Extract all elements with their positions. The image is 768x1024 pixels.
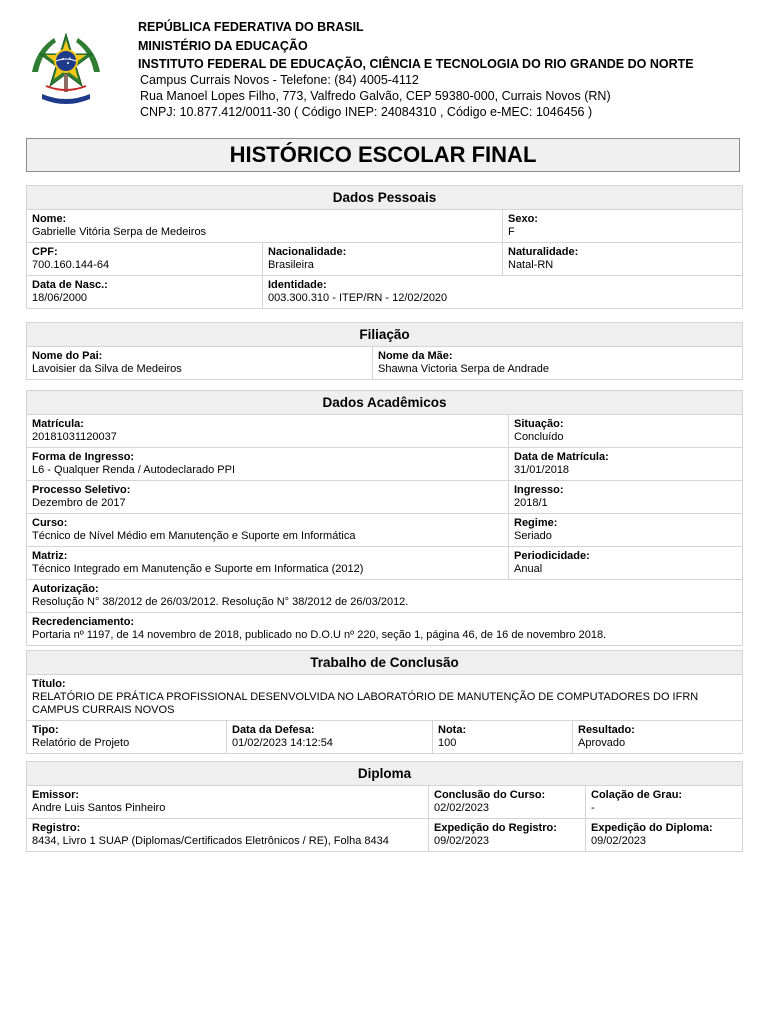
field-value: 8434, Livro 1 SUAP (Diplomas/Certificados Eletrônicos / RE), Folha 8434: [32, 835, 389, 847]
field-nationality: [263, 243, 503, 276]
field-label: Autorização:: [32, 583, 99, 595]
field-value: Lavoisier da Silva de Medeiros: [32, 363, 182, 375]
field-value: 003.300.310 - ITEP/RN - 12/02/2020: [268, 292, 448, 304]
field-birthplace: [503, 243, 743, 276]
field-label: Nacionalidade:: [268, 246, 347, 258]
section-heading: Filiação: [27, 323, 743, 347]
field-label: Periodicidade:: [514, 550, 590, 562]
field-value: Portaria nº 1197, de 14 novembro de 2018, publicado no D.O.U nº 220, seção 1, página 46, de 16 de novembro 2018.: [32, 629, 607, 641]
document-title-box: [26, 138, 740, 172]
field-result: [573, 721, 743, 754]
section-academic-data: [26, 390, 743, 646]
field-label: Nome:: [32, 213, 67, 225]
field-value: Técnico de Nível Médio em Manutenção e Suporte em Informática: [32, 530, 356, 542]
field-label: Resultado:: [578, 724, 635, 736]
field-value: Técnico Integrado em Manutenção e Suporte em Informatica (2012): [32, 563, 364, 575]
field-value: Anual: [514, 563, 543, 575]
field-label: Data da Defesa:: [232, 724, 315, 736]
header-address: Rua Manoel Lopes Filho, 773, Valfredo Galvão, CEP 59380-000, Currais Novos (RN): [140, 89, 611, 103]
field-authorization: [27, 580, 743, 613]
field-value: Dezembro de 2017: [32, 497, 126, 509]
field-value: Seriado: [514, 530, 552, 542]
field-birth-date: [27, 276, 263, 309]
header-campus-phone: Campus Currais Novos - Telefone: (84) 4005-4112: [140, 73, 419, 87]
field-label: Matrícula:: [32, 418, 84, 430]
field-value: 18/06/2000: [32, 292, 88, 304]
field-issuer: [27, 786, 429, 819]
field-value: 31/01/2018: [514, 464, 570, 476]
section-diploma: [26, 761, 743, 852]
field-diploma-issue-date: [586, 819, 743, 852]
field-label: Expedição do Diploma:: [591, 822, 713, 834]
document-header: [0, 0, 768, 130]
field-value: 02/02/2023: [434, 802, 490, 814]
field-father-name: [27, 347, 373, 380]
field-status: [509, 415, 743, 448]
field-selection-process: [27, 481, 509, 514]
field-label: Identidade:: [268, 279, 327, 291]
field-label: Emissor:: [32, 789, 80, 801]
header-institute: INSTITUTO FEDERAL DE EDUCAÇÃO, CIÊNCIA E TECNOLOGIA DO RIO GRANDE DO NORTE: [138, 57, 694, 71]
field-label: Data de Matrícula:: [514, 451, 609, 463]
field-enrollment-date: [509, 448, 743, 481]
field-label: Colação de Grau:: [591, 789, 683, 801]
section-personal-data: [26, 185, 743, 309]
field-value: Aprovado: [578, 737, 626, 749]
field-mother-name: [373, 347, 743, 380]
field-registration-issue-date: [429, 819, 586, 852]
field-defense-date: [227, 721, 433, 754]
section-heading: Dados Pessoais: [27, 186, 743, 210]
field-label: Data de Nasc.:: [32, 279, 108, 291]
field-cpf: [27, 243, 263, 276]
field-value: Concluído: [514, 431, 564, 443]
field-label: Recredenciamento:: [32, 616, 135, 628]
field-admission: [509, 481, 743, 514]
field-graduation-ceremony: [586, 786, 743, 819]
field-label: Sexo:: [508, 213, 538, 225]
field-label: Nome do Pai:: [32, 350, 103, 362]
section-heading: Diploma: [27, 762, 743, 786]
field-value: 2018/1: [514, 497, 548, 509]
field-reaccreditation: [27, 613, 743, 646]
field-value: 20181031120037: [32, 431, 117, 443]
field-value: Natal-RN: [508, 259, 554, 271]
field-grade: [433, 721, 573, 754]
field-label: Título:: [32, 678, 66, 690]
field-label: Expedição do Registro:: [434, 822, 557, 834]
field-regime: [509, 514, 743, 547]
field-label: Curso:: [32, 517, 68, 529]
field-periodicity: [509, 547, 743, 580]
header-cnpj: CNPJ: 10.877.412/0011-30 ( Código INEP: 24084310 , Código e-MEC: 1046456 ): [140, 105, 593, 119]
field-label: Matriz:: [32, 550, 68, 562]
field-label: Registro:: [32, 822, 81, 834]
field-course-completion: [429, 786, 586, 819]
field-label: Tipo:: [32, 724, 59, 736]
field-value: 01/02/2023 14:12:54: [232, 737, 333, 749]
field-label: Situação:: [514, 418, 564, 430]
field-value: F: [508, 226, 515, 238]
field-label: Forma de Ingresso:: [32, 451, 135, 463]
field-value: 100: [438, 737, 457, 749]
field-label: Nome da Mãe:: [378, 350, 453, 362]
section-heading: Dados Acadêmicos: [27, 391, 743, 415]
section-filiation: [26, 322, 743, 380]
field-value: 09/02/2023: [434, 835, 490, 847]
field-project-type: [27, 721, 227, 754]
field-label: Conclusão do Curso:: [434, 789, 546, 801]
field-value: Brasileira: [268, 259, 314, 271]
section-heading: Trabalho de Conclusão: [27, 651, 743, 675]
section-final-project: [26, 650, 743, 754]
field-label: Processo Seletivo:: [32, 484, 131, 496]
field-value: 09/02/2023: [591, 835, 647, 847]
field-value: Relatório de Projeto: [32, 737, 130, 749]
field-value: Shawna Victoria Serpa de Andrade: [378, 363, 550, 375]
brazil-coat-of-arms-icon: [26, 28, 106, 108]
field-value: L6 - Qualquer Renda / Autodeclarado PPI: [32, 464, 236, 476]
document-title: HISTÓRICO ESCOLAR FINAL: [229, 142, 537, 167]
field-label: Naturalidade:: [508, 246, 579, 258]
field-identity: [263, 276, 743, 309]
field-project-title: [27, 675, 743, 721]
field-value: -: [591, 802, 595, 814]
field-value: Gabrielle Vitória Serpa de Medeiros: [32, 226, 207, 238]
field-course: [27, 514, 509, 547]
field-value: RELATÓRIO DE PRÁTICA PROFISSIONAL DESENVOLVIDA NO LABORATÓRIO DE MANUTENÇÃO DE COMPUTADORES DO IFRN CAMPUS CURRAIS NOVOS: [32, 691, 699, 716]
header-ministry: MINISTÉRIO DA EDUCAÇÃO: [138, 39, 308, 53]
field-sex: [503, 210, 743, 243]
field-label: CPF:: [32, 246, 58, 258]
field-registration: [27, 819, 429, 852]
field-label: Ingresso:: [514, 484, 564, 496]
field-admission-form: [27, 448, 509, 481]
field-enrollment: [27, 415, 509, 448]
field-label: Regime:: [514, 517, 558, 529]
field-label: Nota:: [438, 724, 467, 736]
field-curriculum: [27, 547, 509, 580]
field-name: [27, 210, 503, 243]
field-value: 700.160.144-64: [32, 259, 110, 271]
field-value: Resolução N° 38/2012 de 26/03/2012. Resolução N° 38/2012 de 26/03/2012.: [32, 596, 409, 608]
field-value: Andre Luis Santos Pinheiro: [32, 802, 166, 814]
header-republic: REPÚBLICA FEDERATIVA DO BRASIL: [138, 20, 364, 34]
